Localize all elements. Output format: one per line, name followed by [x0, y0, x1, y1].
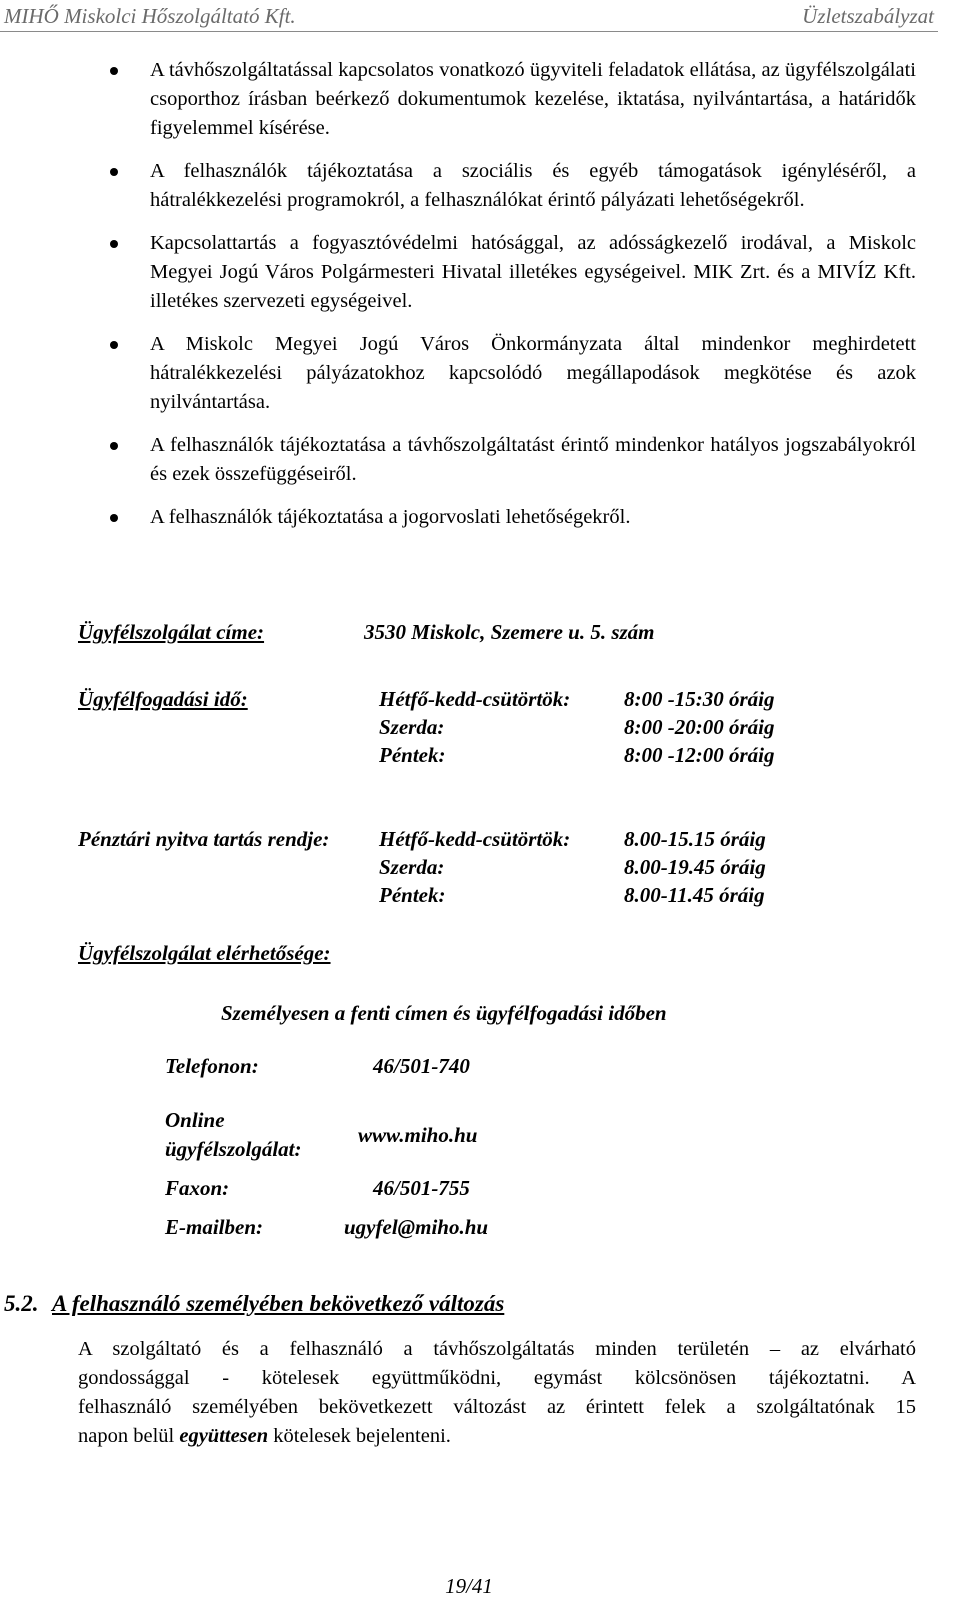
- address-value: 3530 Miskolc, Szemere u. 5. szám: [364, 620, 655, 644]
- cashier-hours-label: Pénztári nyitva tartás rendje:: [78, 827, 330, 851]
- bullet-text: A felhasználók tájékoztatása a távhőszolgáltatást érintő mindenkor hatályos jogszabályokról és ezek összefüggéseiről.: [150, 434, 916, 485]
- cashier-day: Péntek:: [379, 883, 446, 907]
- bullet-dot-icon: [110, 514, 118, 522]
- bullet-dot-icon: [110, 442, 118, 450]
- section-title: A felhasználó személyében bekövetkező változás: [52, 1291, 505, 1316]
- bullet-dot-icon: [110, 168, 118, 176]
- cashier-day: Hétfő-kedd-csütörtök:: [379, 827, 571, 851]
- bullet-dot-icon: [110, 240, 118, 248]
- reception-time: 8:00 -15:30 óráig: [624, 687, 775, 711]
- reception-time: 8:00 -12:00 óráig: [624, 743, 775, 767]
- page-number: 19/41: [445, 1574, 493, 1598]
- online-label-line1: Online: [165, 1108, 225, 1132]
- phone-value: 46/501-740: [373, 1054, 470, 1078]
- task-bullet-list: [78, 56, 916, 546]
- bullet-item: [78, 229, 916, 316]
- bullet-item: [78, 330, 916, 417]
- fax-value: 46/501-755: [373, 1176, 470, 1200]
- bullet-item: [78, 431, 916, 489]
- paragraph-line: gondossággal - kötelesek együttműködni, egymást kölcsönösen tájékoztatni. A: [78, 1367, 916, 1389]
- bullet-item: [78, 56, 916, 143]
- cashier-time: 8.00-19.45 óráig: [624, 855, 766, 879]
- cashier-time: 8.00-11.45 óráig: [624, 883, 765, 907]
- header-document-title: Üzletszabályzat: [802, 4, 934, 28]
- online-value: www.miho.hu: [358, 1123, 478, 1147]
- email-value: ugyfel@miho.hu: [344, 1215, 489, 1239]
- reception-time: 8:00 -20:00 óráig: [624, 715, 775, 739]
- paragraph-line: [78, 1422, 916, 1451]
- reception-hours-label: Ügyfélfogadási idő:: [78, 687, 248, 711]
- phone-label: Telefonon:: [165, 1054, 259, 1078]
- fax-label: Faxon:: [165, 1176, 230, 1200]
- body-paragraph: [78, 1335, 916, 1451]
- online-label-line2: ügyfélszolgálat:: [165, 1137, 302, 1161]
- reception-day: Péntek:: [379, 743, 446, 767]
- paragraph-line: felhasználó személyében bekövetkezett változást az érintett felek a szolgáltatónak 15: [78, 1396, 916, 1418]
- in-person-note: Személyesen a fenti címen és ügyfélfogadási időben: [221, 1001, 667, 1025]
- header-company-name: MIHŐ Miskolci Hőszolgáltató Kft.: [4, 4, 296, 28]
- address-label: Ügyfélszolgálat címe:: [78, 620, 265, 644]
- paragraph-text: napon belül: [78, 1425, 180, 1447]
- contact-label: Ügyfélszolgálat elérhetősége:: [78, 941, 331, 965]
- email-label: E-mailben:: [165, 1215, 263, 1239]
- reception-day: Hétfő-kedd-csütörtök:: [379, 687, 571, 711]
- cashier-time: 8.00-15.15 óráig: [624, 827, 766, 851]
- bullet-text: Kapcsolattartás a fogyasztóvédelmi hatósággal, az adósságkezelő irodával, a Miskolc Megyei Jogú Város Polgármesteri Hivatal illetékes egységeivel. MIK Zrt. és a MIVÍZ Kft. illetékes szervezeti egységeivel.: [150, 232, 916, 312]
- section-number: 5.2.: [4, 1291, 39, 1316]
- reception-day: Szerda:: [379, 715, 445, 739]
- bullet-dot-icon: [110, 341, 118, 349]
- cashier-day: Szerda:: [379, 855, 445, 879]
- bullet-text: A felhasználók tájékoztatása a jogorvoslati lehetőségekről.: [150, 506, 631, 528]
- paragraph-line: A szolgáltató és a felhasználó a távhőszolgáltatás minden területén – az elvárható: [78, 1338, 916, 1360]
- header-divider: [0, 31, 938, 32]
- bullet-text: A Miskolc Megyei Jogú Város Önkormányzata által mindenkor meghirdetett hátralékkezelési pályázatokhoz kapcsolódó megállapodások megkötése és azok nyilvántartása.: [150, 333, 916, 413]
- paragraph-text: kötelesek bejelenteni.: [268, 1425, 451, 1447]
- bullet-text: A felhasználók tájékoztatása a szociális és egyéb támogatások igényléséről, a hátralékkezelési programokról, a felhasználókat érintő pályázati lehetőségekről.: [150, 160, 916, 211]
- bullet-item: [78, 157, 916, 215]
- bullet-text: A távhőszolgáltatással kapcsolatos vonatkozó ügyviteli feladatok ellátása, az ügyfélszolgálati csoporthoz írásban beérkező dokumentumok kezelése, iktatása, nyilvántartása, a határidők figyelemmel kísérése.: [150, 59, 916, 139]
- emphasis-text: együttesen: [179, 1425, 269, 1447]
- bullet-dot-icon: [110, 67, 118, 75]
- bullet-item: [78, 503, 916, 532]
